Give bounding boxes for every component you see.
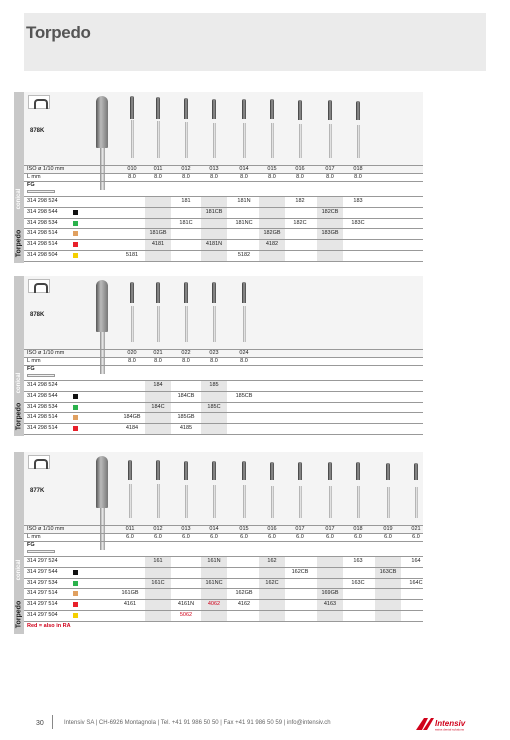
iso-value: 013	[181, 526, 191, 532]
product-number: 161NC	[205, 579, 223, 586]
grit-swatch	[73, 591, 78, 596]
length-value: 6.0	[326, 534, 334, 540]
article-code: 314 298 514	[27, 414, 58, 421]
product-number: 4163	[323, 601, 337, 608]
row-divider	[24, 181, 423, 182]
length-value: 6.0	[296, 534, 304, 540]
bur-large-shank	[100, 508, 105, 550]
length-value: 6.0	[384, 534, 392, 540]
bur-shank	[185, 306, 188, 342]
length-value: 6.0	[210, 534, 218, 540]
bur-large-image	[96, 456, 108, 508]
length-value: 8.0	[268, 174, 276, 180]
bur-shank	[131, 306, 134, 342]
iso-value: 013	[209, 166, 219, 172]
category-title: Torpedo	[15, 402, 23, 431]
grit-swatch	[73, 253, 78, 258]
article-code: 314 298 534	[27, 403, 58, 410]
product-number: 4161N	[177, 601, 195, 608]
fg-label: FG	[27, 366, 35, 372]
article-code: 314 297 514	[27, 601, 58, 608]
product-number: 162GB	[235, 590, 253, 597]
length-value: 6.0	[412, 534, 420, 540]
bur-shank	[129, 484, 132, 518]
product-number: 4181	[151, 241, 165, 248]
grit-swatch	[73, 415, 78, 420]
bur-image	[270, 99, 274, 119]
fg-shank-icon	[27, 550, 55, 553]
product-number: 182CB	[321, 208, 339, 215]
fg-label: FG	[27, 182, 35, 188]
bur-image	[356, 101, 360, 120]
product-number: 161N	[207, 558, 221, 564]
bur-shank	[329, 124, 332, 158]
length-value: 8.0	[326, 174, 334, 180]
iso-value: 022	[181, 350, 191, 356]
length-value: 8.0	[128, 174, 136, 180]
row-divider	[24, 207, 423, 208]
article-code: 314 297 514	[27, 590, 58, 597]
bur-shank	[271, 123, 274, 158]
product-number: 185C	[207, 403, 221, 410]
model-label: 877K	[30, 488, 45, 494]
row-divider	[24, 621, 423, 622]
bur-shank	[157, 484, 160, 518]
grit-swatch	[73, 231, 78, 236]
product-number: 184CB	[177, 392, 195, 399]
product-number: 4161	[123, 601, 137, 608]
grit-swatch	[73, 394, 78, 399]
bur-image	[356, 462, 360, 480]
product-number: 185CB	[235, 392, 253, 399]
red-note: Red = also in RA	[27, 622, 71, 629]
row-divider	[24, 434, 423, 435]
category-subtitle: conical	[16, 559, 22, 581]
product-number: 4162	[237, 601, 251, 608]
bur-image	[242, 99, 246, 119]
product-number: 164	[411, 558, 421, 564]
article-code: 314 298 524	[27, 382, 58, 388]
sidebar-labels	[14, 92, 24, 263]
bur-image	[130, 96, 134, 119]
bur-image	[212, 99, 216, 119]
product-number: 169GB	[321, 590, 339, 597]
page-number: 30	[36, 720, 44, 727]
product-block-878k	[14, 92, 423, 263]
bur-large-shank	[100, 332, 105, 374]
bur-shank	[271, 486, 274, 518]
grit-swatch	[73, 242, 78, 247]
row-divider	[24, 228, 423, 229]
length-value: 8.0	[128, 358, 136, 364]
bur-image	[328, 100, 332, 120]
product-number: 181N	[237, 198, 251, 204]
svg-text:Intensiv: Intensiv	[435, 719, 466, 728]
article-code: 314 297 544	[27, 568, 58, 575]
article-code: 314 297 524	[27, 558, 58, 564]
l-label: L mm	[27, 534, 41, 540]
row-divider	[24, 588, 423, 589]
product-block-877k	[14, 452, 423, 634]
bur-shank	[131, 120, 134, 158]
bur-image	[328, 462, 332, 480]
product-number: 161GB	[121, 590, 139, 597]
product-number: 184	[153, 382, 163, 388]
product-number: 164C	[409, 579, 423, 586]
bur-shank	[213, 485, 216, 518]
bur-image	[156, 460, 160, 480]
bur-shank	[299, 486, 302, 518]
model-label: 878K	[30, 312, 45, 318]
row-divider	[24, 599, 423, 600]
iso-value: 015	[267, 166, 277, 172]
bur-image	[130, 282, 134, 303]
row-divider	[24, 567, 423, 568]
footer-divider	[52, 715, 53, 729]
fg-shank-icon	[27, 374, 55, 377]
iso-value: 018	[353, 166, 363, 172]
row-divider	[24, 365, 423, 366]
iso-value: 011	[153, 166, 163, 172]
length-value: 8.0	[154, 358, 162, 364]
iso-label: ISO ø 1/10 mm	[27, 350, 65, 356]
iso-value: 016	[295, 166, 305, 172]
row-divider	[24, 423, 423, 424]
image-panel	[24, 92, 423, 174]
category-sidebar	[14, 276, 24, 436]
bur-shank	[415, 487, 418, 518]
length-value: 8.0	[182, 358, 190, 364]
iso-value: 017	[325, 166, 335, 172]
bur-shank	[243, 306, 246, 342]
intensiv-logo	[414, 716, 484, 732]
length-value: 8.0	[354, 174, 362, 180]
page-title: Torpedo	[26, 23, 91, 42]
category-title: Torpedo	[15, 600, 23, 628]
bur-image	[212, 282, 216, 303]
image-panel	[24, 452, 423, 534]
category-subtitle: conical	[16, 188, 22, 210]
product-number: 5182	[237, 252, 251, 258]
iso-label: ISO ø 1/10 mm	[27, 526, 65, 532]
bur-shank	[213, 306, 216, 342]
bur-image	[212, 461, 216, 480]
row-divider	[24, 556, 423, 557]
row-divider	[24, 391, 423, 392]
iso-value: 011	[125, 526, 135, 532]
iso-value: 014	[239, 166, 249, 172]
grit-swatch	[73, 602, 78, 607]
bur-large-image	[96, 96, 108, 148]
article-code: 314 298 514	[27, 241, 58, 248]
product-number: 4062	[207, 601, 221, 608]
row-divider	[24, 402, 423, 403]
bur-shank	[157, 121, 160, 158]
iso-value: 016	[267, 526, 277, 532]
handpiece-icon	[28, 455, 50, 469]
bur-shank	[357, 125, 360, 158]
category-sidebar	[14, 92, 24, 263]
grit-swatch	[73, 405, 78, 410]
bur-image	[184, 461, 188, 480]
iso-value: 012	[181, 166, 191, 172]
image-panel	[24, 276, 423, 358]
product-number: 161	[153, 558, 163, 564]
iso-value: 017	[295, 526, 305, 532]
category-subtitle: conical	[16, 372, 22, 394]
product-number: 181NC	[235, 219, 253, 226]
grit-swatch	[73, 570, 78, 575]
row-divider	[24, 541, 423, 542]
length-value: 8.0	[210, 174, 218, 180]
row-divider	[24, 239, 423, 240]
product-number: 182GB	[263, 230, 281, 237]
product-number: 183GB	[321, 230, 339, 237]
product-number: 182	[295, 198, 305, 204]
l-label: L mm	[27, 174, 41, 180]
product-number: 161C	[151, 579, 165, 586]
footer-contact: Intensiv SA | CH-6926 Montagnola | Tel. +41 91 986 50 50 | Fax +41 91 986 50 59 | info@intensiv.ch	[64, 720, 331, 726]
bur-image	[414, 463, 418, 480]
grit-swatch	[73, 426, 78, 431]
bur-shank	[157, 306, 160, 342]
bur-image	[184, 282, 188, 303]
product-number: 184C	[151, 403, 165, 410]
article-code: 314 298 544	[27, 392, 58, 399]
grit-swatch	[73, 613, 78, 618]
product-number: 162	[267, 558, 277, 564]
bur-image	[156, 282, 160, 303]
grit-swatch	[73, 221, 78, 226]
product-number: 4181N	[205, 241, 223, 248]
article-code: 314 298 544	[27, 208, 58, 215]
bur-image	[386, 463, 390, 480]
bur-image	[242, 282, 246, 303]
product-number: 162C	[265, 579, 279, 586]
sidebar-labels	[14, 276, 24, 436]
iso-label: ISO ø 1/10 mm	[27, 166, 65, 172]
product-number: 5062	[179, 612, 193, 618]
product-number: 181	[181, 198, 191, 204]
length-value: 6.0	[268, 534, 276, 540]
length-value: 8.0	[240, 174, 248, 180]
fg-shank-icon	[27, 190, 55, 193]
length-value: 8.0	[296, 174, 304, 180]
article-code: 314 298 534	[27, 219, 58, 226]
iso-value: 020	[127, 350, 137, 356]
model-label: 878K	[30, 128, 45, 134]
category-sidebar	[14, 452, 24, 634]
article-code: 314 298 524	[27, 198, 58, 204]
iso-value: 021	[153, 350, 163, 356]
iso-value: 023	[209, 350, 219, 356]
product-number: 163	[353, 558, 363, 564]
bur-shank	[299, 124, 302, 158]
iso-value: 010	[127, 166, 137, 172]
row-divider	[24, 380, 423, 381]
article-code: 314 298 514	[27, 230, 58, 237]
iso-value: 014	[209, 526, 219, 532]
length-value: 8.0	[240, 358, 248, 364]
article-code: 314 298 514	[27, 425, 58, 432]
iso-value: 024	[239, 350, 249, 356]
length-value: 6.0	[240, 534, 248, 540]
grit-swatch	[73, 210, 78, 215]
article-code: 314 297 504	[27, 612, 58, 618]
handpiece-icon	[28, 279, 50, 293]
product-number: 4184	[125, 425, 139, 432]
length-value: 8.0	[182, 174, 190, 180]
bur-shank	[387, 487, 390, 518]
bur-image	[298, 462, 302, 480]
length-value: 6.0	[354, 534, 362, 540]
row-divider	[24, 196, 423, 197]
bur-shank	[243, 123, 246, 158]
iso-value: 018	[353, 526, 363, 532]
product-block-878k	[14, 276, 423, 436]
product-number: 162CB	[291, 568, 309, 575]
row-divider	[24, 261, 423, 262]
iso-value: 015	[239, 526, 249, 532]
bur-image	[298, 100, 302, 120]
svg-text:swiss dental solutions: swiss dental solutions	[435, 727, 465, 732]
bur-large-shank	[100, 148, 105, 190]
length-value: 6.0	[182, 534, 190, 540]
bur-image	[128, 460, 132, 480]
bur-image	[270, 462, 274, 480]
sidebar-labels	[14, 452, 24, 634]
product-number: 185GB	[177, 414, 195, 421]
row-divider	[24, 578, 423, 579]
bur-shank	[185, 122, 188, 158]
product-number: 4182	[265, 241, 279, 248]
product-number: 163C	[351, 579, 365, 586]
product-number: 181C	[179, 219, 193, 226]
iso-value: 012	[153, 526, 163, 532]
article-code: 314 297 534	[27, 579, 58, 586]
product-number: 4185	[179, 425, 193, 432]
bur-image	[184, 98, 188, 119]
product-number: 183C	[351, 219, 365, 226]
length-value: 6.0	[154, 534, 162, 540]
iso-value: 021	[411, 526, 421, 532]
product-number: 163CB	[379, 568, 397, 575]
bur-shank	[185, 485, 188, 518]
bur-shank	[329, 486, 332, 518]
bur-large-image	[96, 280, 108, 332]
bur-shank	[213, 123, 216, 158]
grit-swatch	[73, 581, 78, 586]
page-header	[24, 13, 486, 71]
length-value: 8.0	[154, 174, 162, 180]
product-number: 181CB	[205, 208, 223, 215]
article-code: 314 298 504	[27, 252, 58, 258]
product-number: 5181	[125, 252, 139, 258]
product-number: 182C	[293, 219, 307, 226]
product-number: 183	[353, 198, 363, 204]
bur-image	[156, 97, 160, 119]
row-divider	[24, 610, 423, 611]
product-number: 184GB	[123, 414, 141, 421]
bur-shank	[357, 486, 360, 518]
row-divider	[24, 412, 423, 413]
iso-value: 019	[383, 526, 393, 532]
product-number: 181GB	[149, 230, 167, 237]
iso-value: 017	[325, 526, 335, 532]
product-number: 185	[209, 382, 219, 388]
handpiece-icon	[28, 95, 50, 109]
bur-image	[242, 461, 246, 480]
length-value: 6.0	[126, 534, 134, 540]
category-title: Torpedo	[15, 229, 23, 258]
fg-label: FG	[27, 542, 35, 548]
l-label: L mm	[27, 358, 41, 364]
row-divider	[24, 218, 423, 219]
length-value: 8.0	[210, 358, 218, 364]
footer	[0, 718, 510, 734]
row-divider	[24, 250, 423, 251]
bur-shank	[243, 485, 246, 518]
